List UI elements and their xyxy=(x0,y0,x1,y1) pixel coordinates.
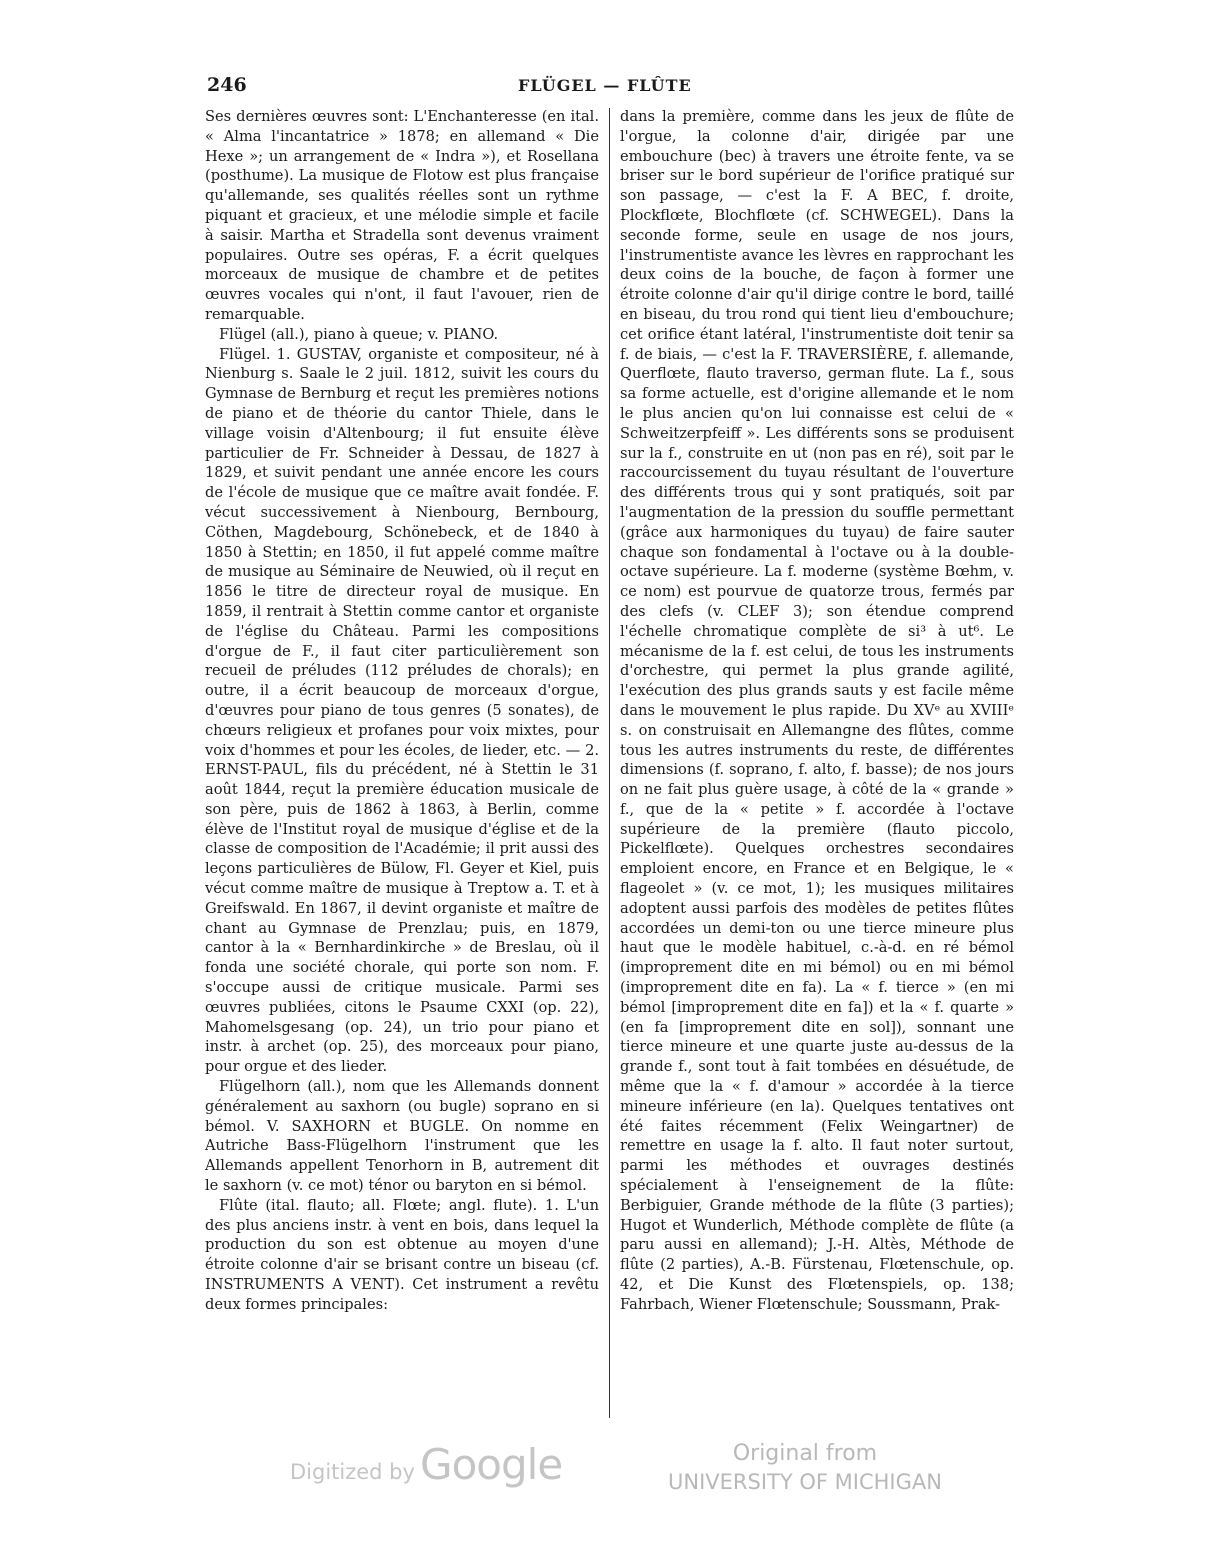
digitized-prefix: Digitized by xyxy=(290,1460,415,1484)
entry-flute-continued: dans la première, comme dans les jeux de flûte de l'orgue, la colonne d'air, dirigée par une embouchure (bec) à travers une étroite fente, va se briser sur le bord supérieur de l'orifice pratiqué sur son passage, — c'est la F. A BEC, f. droite, Plockflœte, Blochflœte (cf. SCHWEGEL). Dans la seconde forme, seule en usage de nos jours, l'instrumentiste avance les lèvres en rapprochant les deux coins de la bouche, de façon à former une étroite colonne d'air qu'il dirige contre le bord, taillé en biseau, du trou rond qui tient lieu d'embouchure; cet orifice étant latéral, l'instrumentiste doit tenir sa f. de biais, — c'est la F. TRAVERSIÈRE, f. allemande, Querflœte, flauto traverso, german flute. La f., sous sa forme actuelle, est d'origine allemande et le nom le plus ancien qu'on lui connaisse est celui de « Schweitzerpfeiff ». Les différents sons se produisent sur la f., construite en ut (non pas en ré), soit par le raccourcissement du tuyau résultant de l'ouverture des différents trous qui y sont pratiqués, soit par l'augmentation de la pression du souffle permettant (grâce aux harmoniques du tuyau) de faire sauter chaque son fondamental à l'octave ou à la double-octave supérieure. La f. moderne (système Bœhm, v. ce nom) est pourvue de quatorze trous, fermés par des clefs (v. CLEF 3); son étendue comprend l'échelle chromatique complète de si³ à ut⁶. Le mécanisme de la f. est celui, de tous les instruments d'orchestre, qui permet la plus grande agilité, l'exécution des plus grands sauts y est facile même dans le mouvement le plus rapide. Du XVᵉ au XVIIIᵉ s. on construisait en Allemangne des flûtes, comme tous les autres instruments du reste, de différentes dimensions (f. soprano, f. alto, f. basse); de nos jours on ne fait plus guère usage, à côté de la « grande » f., que de la « petite » f. accordée à l'octave supérieure de la première (flauto piccolo, Pickelflœte). Quelques orchestres secondaires emploient encore, en France et en Belgique, le « flageolet » (v. ce mot, 1); les musiques militaires adoptent aussi parfois des modèles de petites flûtes accordées un demi-ton ou une tierce mineure plus haut que le modèle habituel, c.-à-d. en ré bémol (improprement dite en mi bémol) ou en mi bémol (improprement dite en fa). La « f. tierce » (en mi bémol [improprement dite en fa]) et la « f. quarte » (en fa [improprement dite en sol]), sonnant une tierce mineure et une quarte juste au-dessus de la grande f., sont tout à fait tombées en désuétude, de même que la « f. d'amour » accordée à la tierce mineure inférieure (en la). Quelques tentatives ont été faites récemment (Felix Weingartner) de remettre en usage la f. alto. Il faut noter surtout, parmi les méthodes et ouvrages destinés spécialement à l'enseignement de la flûte: Berbiguier, Grande méthode de la flûte (3 parties); Hugot et Wunderlich, Méthode complète de flûte (a paru aussi en allemand); J.-H. Altès, Méthode de flûte (2 parties), A.-B. Fürstenau, Flœtenschule, op. 42, et Die Kunst des Flœtenspiels, op. 138; Fahrbach, Wiener Flœtenschule; Soussmann, Prak- xyxy=(620,108,1014,1313)
original-from-label: Original from xyxy=(732,1441,878,1466)
google-logo-text: Google xyxy=(420,1440,563,1489)
right-column xyxy=(620,107,1014,1315)
original-from-watermark xyxy=(668,1440,942,1496)
left-column xyxy=(205,107,599,1315)
page-number: 246 xyxy=(207,74,247,96)
entry-flute-start: Flûte (ital. flauto; all. Flœte; angl. flute). 1. L'un des plus anciens instr. à vent en bois, dans lequel la production du son est obtenue au moyen d'une étroite colonne d'air se brisant contre un biseau (cf. INSTRUMENTS A VENT). Cet instrument a revêtu deux formes principales: xyxy=(205,1196,599,1313)
entry-flugel-biography: Flügel. 1. GUSTAV, organiste et compositeur, né à Nienburg s. Saale le 2 juil. 1812, suivit les cours du Gymnase de Bernburg et reçut les premières notions de piano et de théorie du cantor Thiele, dans le village voisin d'Altenbourg; il fut ensuite élève particulier de Fr. Schneider à Dessau, de 1827 à 1829, et suivit pendant une année encore les cours de l'école de musique que ce maître avait fondée. F. vécut successivement à Nienbourg, Bernbourg, Cöthen, Magdebourg, Schönebeck, et de 1840 à 1850 à Stettin; en 1850, il fut appelé comme maître de musique au Séminaire de Neuwied, où il reçut en 1856 le titre de directeur royal de musique. En 1859, il rentrait à Stettin comme cantor et organiste de l'église du Château. Parmi les compositions d'orgue de F., il faut citer particulièrement son recueil de préludes (112 préludes de chorals); en outre, il a écrit beaucoup de morceaux d'orgue, d'œuvres pour piano de tous genres (5 sonates), de chœurs religieux et profanes pour voix mixtes, pour voix d'hommes et pour les écoles, de lieder, etc. — 2. ERNST-PAUL, fils du précédent, né à Stettin le 31 août 1844, reçut la première éducation musicale de son père, puis de 1862 à 1863, à Berlin, comme élève de l'Institut royal de musique d'église et de la classe de composition de l'Académie; il prit aussi des leçons particulières de Bülow, Fl. Geyer et Kiel, puis vécut comme maître de musique à Treptow a. T. et à Greifswald. En 1867, il devint organiste et maître de chant au Gymnase de Prenzlau; puis, en 1879, cantor à la « Bernhardinkirche » de Breslau, où il fonda une société chorale, qui porte son nom. F. s'occupe aussi de critique musicale. Parmi ses œuvres publiées, citons le Psaume CXXI (op. 22), Mahomelsgesang (op. 24), un trio pour piano et instr. à archet (op. 25), des morceaux pour piano, pour orgue et des lieder. xyxy=(205,345,599,1076)
column-divider xyxy=(609,108,610,1418)
running-title: FLÜGEL — FLÛTE xyxy=(518,76,692,95)
university-label: UNIVERSITY OF MICHIGAN xyxy=(668,1470,942,1494)
digitized-by-watermark xyxy=(290,1440,562,1489)
entry-flugel-piano: Flügel (all.), piano à queue; v. PIANO. xyxy=(219,325,499,343)
paragraph-flotow-end: Ses dernières œuvres sont: L'Enchanteresse (en ital. « Alma l'incantatrice » 1878; en allemand « Die Hexe »; un arrangement de « Indra »), et Rosellana (posthume). La musique de Flotow est plus française qu'allemande, ses qualités réelles sont un rythme piquant et gracieux, et une mélodie simple et facile à saisir. Martha et Stradella sont devenus vraiment populaires. Outre ses opéras, F. a écrit quelques morceaux de musique de chambre et de petites œuvres vocales qui n'ont, il faut l'avouer, rien de remarquable. xyxy=(205,108,599,323)
entry-flugelhorn: Flügelhorn (all.), nom que les Allemands donnent généralement au saxhorn (ou bugle) soprano en si bémol. V. SAXHORN et BUGLE. On nomme en Autriche Bass-Flügelhorn l'instrument que les Allemands appellent Tenorhorn in B, autrement dit le saxhorn (v. ce mot) ténor ou baryton en si bémol. xyxy=(205,1078,599,1195)
